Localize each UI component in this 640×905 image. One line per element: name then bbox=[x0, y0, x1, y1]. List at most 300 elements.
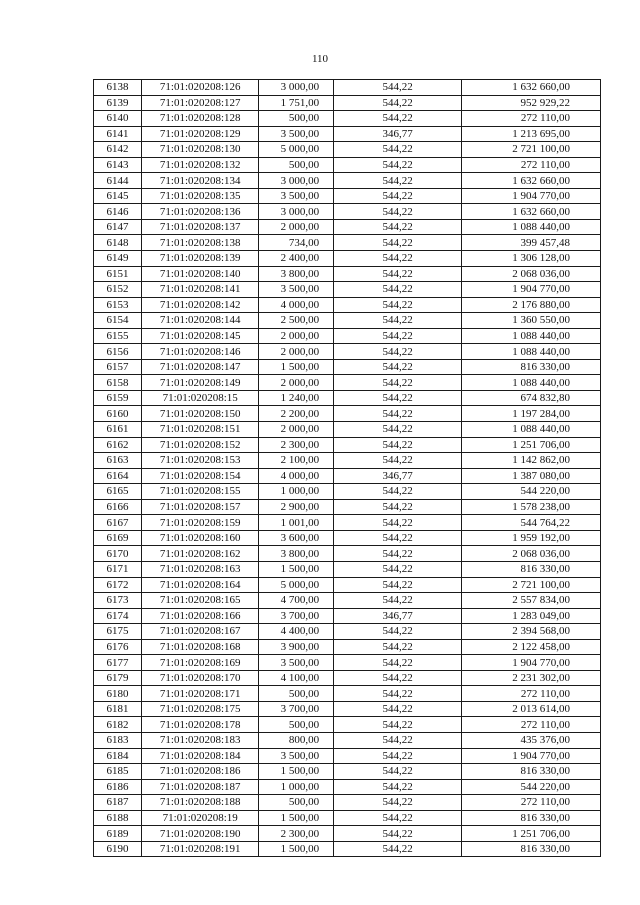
table-row bbox=[94, 701, 601, 717]
area-cell: 3 500,00 bbox=[259, 748, 334, 764]
total-value-cell: 2 068 036,00 bbox=[462, 266, 601, 282]
cadastral-number-cell: 71:01:020208:157 bbox=[142, 499, 259, 515]
total-value-cell: 272 110,00 bbox=[462, 111, 601, 127]
row-number-cell: 6179 bbox=[94, 670, 142, 686]
rate-cell: 544,22 bbox=[334, 297, 462, 313]
table-row bbox=[94, 251, 601, 267]
cadastral-number-cell: 71:01:020208:128 bbox=[142, 111, 259, 127]
rate-cell: 544,22 bbox=[334, 173, 462, 189]
rate-cell: 544,22 bbox=[334, 655, 462, 671]
row-number-cell: 6158 bbox=[94, 375, 142, 391]
row-number-cell: 6153 bbox=[94, 297, 142, 313]
row-number-cell: 6173 bbox=[94, 593, 142, 609]
rate-cell: 544,22 bbox=[334, 717, 462, 733]
total-value-cell: 2 176 880,00 bbox=[462, 297, 601, 313]
area-cell: 2 000,00 bbox=[259, 328, 334, 344]
rate-cell: 544,22 bbox=[334, 80, 462, 96]
area-cell: 2 100,00 bbox=[259, 453, 334, 469]
cadastral-number-cell: 71:01:020208:154 bbox=[142, 468, 259, 484]
cadastral-number-cell: 71:01:020208:138 bbox=[142, 235, 259, 251]
table-row bbox=[94, 282, 601, 298]
area-cell: 2 500,00 bbox=[259, 313, 334, 329]
area-cell: 2 000,00 bbox=[259, 219, 334, 235]
row-number-cell: 6176 bbox=[94, 639, 142, 655]
row-number-cell: 6145 bbox=[94, 188, 142, 204]
cadastral-number-cell: 71:01:020208:129 bbox=[142, 126, 259, 142]
cadastral-number-cell: 71:01:020208:159 bbox=[142, 515, 259, 531]
row-number-cell: 6143 bbox=[94, 157, 142, 173]
cadastral-number-cell: 71:01:020208:147 bbox=[142, 359, 259, 375]
cadastral-number-cell: 71:01:020208:137 bbox=[142, 219, 259, 235]
area-cell: 3 700,00 bbox=[259, 608, 334, 624]
rate-cell: 544,22 bbox=[334, 499, 462, 515]
row-number-cell: 6140 bbox=[94, 111, 142, 127]
table-row bbox=[94, 406, 601, 422]
cadastral-number-cell: 71:01:020208:166 bbox=[142, 608, 259, 624]
table-row bbox=[94, 359, 601, 375]
cadastral-number-cell: 71:01:020208:169 bbox=[142, 655, 259, 671]
total-value-cell: 1 088 440,00 bbox=[462, 375, 601, 391]
cadastral-number-cell: 71:01:020208:168 bbox=[142, 639, 259, 655]
row-number-cell: 6172 bbox=[94, 577, 142, 593]
total-value-cell: 674 832,80 bbox=[462, 390, 601, 406]
table-row bbox=[94, 390, 601, 406]
table-row bbox=[94, 80, 601, 96]
total-value-cell: 816 330,00 bbox=[462, 810, 601, 826]
area-cell: 5 000,00 bbox=[259, 577, 334, 593]
area-cell: 500,00 bbox=[259, 795, 334, 811]
area-cell: 3 500,00 bbox=[259, 655, 334, 671]
cadastral-number-cell: 71:01:020208:186 bbox=[142, 764, 259, 780]
cadastral-number-cell: 71:01:020208:15 bbox=[142, 390, 259, 406]
area-cell: 1 500,00 bbox=[259, 561, 334, 577]
area-cell: 1 001,00 bbox=[259, 515, 334, 531]
table-row bbox=[94, 313, 601, 329]
cadastral-number-cell: 71:01:020208:142 bbox=[142, 297, 259, 313]
row-number-cell: 6159 bbox=[94, 390, 142, 406]
row-number-cell: 6171 bbox=[94, 561, 142, 577]
cadastral-number-cell: 71:01:020208:152 bbox=[142, 437, 259, 453]
total-value-cell: 1 904 770,00 bbox=[462, 748, 601, 764]
table-row bbox=[94, 344, 601, 360]
total-value-cell: 1 904 770,00 bbox=[462, 188, 601, 204]
row-number-cell: 6157 bbox=[94, 359, 142, 375]
table-row bbox=[94, 670, 601, 686]
rate-cell: 544,22 bbox=[334, 515, 462, 531]
row-number-cell: 6163 bbox=[94, 453, 142, 469]
rate-cell: 544,22 bbox=[334, 251, 462, 267]
total-value-cell: 399 457,48 bbox=[462, 235, 601, 251]
row-number-cell: 6170 bbox=[94, 546, 142, 562]
row-number-cell: 6139 bbox=[94, 95, 142, 111]
area-cell: 4 400,00 bbox=[259, 624, 334, 640]
table-row bbox=[94, 639, 601, 655]
cadastral-number-cell: 71:01:020208:145 bbox=[142, 328, 259, 344]
table-row bbox=[94, 561, 601, 577]
row-number-cell: 6174 bbox=[94, 608, 142, 624]
area-cell: 3 800,00 bbox=[259, 266, 334, 282]
table-row bbox=[94, 204, 601, 220]
area-cell: 500,00 bbox=[259, 717, 334, 733]
row-number-cell: 6183 bbox=[94, 732, 142, 748]
table-row bbox=[94, 732, 601, 748]
rate-cell: 544,22 bbox=[334, 328, 462, 344]
table-row bbox=[94, 173, 601, 189]
rate-cell: 544,22 bbox=[334, 142, 462, 158]
total-value-cell: 1 632 660,00 bbox=[462, 204, 601, 220]
rate-cell: 544,22 bbox=[334, 313, 462, 329]
rate-cell: 544,22 bbox=[334, 639, 462, 655]
table-row bbox=[94, 717, 601, 733]
area-cell: 4 100,00 bbox=[259, 670, 334, 686]
rate-cell: 544,22 bbox=[334, 593, 462, 609]
cadastral-number-cell: 71:01:020208:183 bbox=[142, 732, 259, 748]
area-cell: 2 000,00 bbox=[259, 375, 334, 391]
table-row bbox=[94, 142, 601, 158]
rate-cell: 544,22 bbox=[334, 204, 462, 220]
rate-cell: 346,77 bbox=[334, 126, 462, 142]
area-cell: 1 000,00 bbox=[259, 484, 334, 500]
total-value-cell: 1 088 440,00 bbox=[462, 328, 601, 344]
cadastral-number-cell: 71:01:020208:149 bbox=[142, 375, 259, 391]
area-cell: 1 500,00 bbox=[259, 841, 334, 857]
total-value-cell: 272 110,00 bbox=[462, 157, 601, 173]
row-number-cell: 6142 bbox=[94, 142, 142, 158]
table-row bbox=[94, 266, 601, 282]
rate-cell: 544,22 bbox=[334, 732, 462, 748]
rate-cell: 544,22 bbox=[334, 406, 462, 422]
area-cell: 500,00 bbox=[259, 111, 334, 127]
area-cell: 3 000,00 bbox=[259, 80, 334, 96]
row-number-cell: 6167 bbox=[94, 515, 142, 531]
table-row bbox=[94, 157, 601, 173]
rate-cell: 544,22 bbox=[334, 95, 462, 111]
rate-cell: 544,22 bbox=[334, 841, 462, 857]
rate-cell: 544,22 bbox=[334, 577, 462, 593]
rate-cell: 544,22 bbox=[334, 546, 462, 562]
row-number-cell: 6149 bbox=[94, 251, 142, 267]
table-row bbox=[94, 779, 601, 795]
cadastral-number-cell: 71:01:020208:134 bbox=[142, 173, 259, 189]
total-value-cell: 1 213 695,00 bbox=[462, 126, 601, 142]
row-number-cell: 6180 bbox=[94, 686, 142, 702]
table-row bbox=[94, 577, 601, 593]
rate-cell: 544,22 bbox=[334, 390, 462, 406]
total-value-cell: 1 197 284,00 bbox=[462, 406, 601, 422]
table-row bbox=[94, 841, 601, 857]
total-value-cell: 1 251 706,00 bbox=[462, 826, 601, 842]
row-number-cell: 6166 bbox=[94, 499, 142, 515]
row-number-cell: 6152 bbox=[94, 282, 142, 298]
area-cell: 1 000,00 bbox=[259, 779, 334, 795]
land-plots-table bbox=[93, 79, 601, 857]
rate-cell: 544,22 bbox=[334, 219, 462, 235]
rate-cell: 544,22 bbox=[334, 748, 462, 764]
total-value-cell: 2 122 458,00 bbox=[462, 639, 601, 655]
area-cell: 2 000,00 bbox=[259, 422, 334, 438]
total-value-cell: 1 360 550,00 bbox=[462, 313, 601, 329]
area-cell: 3 500,00 bbox=[259, 188, 334, 204]
total-value-cell: 1 632 660,00 bbox=[462, 173, 601, 189]
row-number-cell: 6165 bbox=[94, 484, 142, 500]
cadastral-number-cell: 71:01:020208:167 bbox=[142, 624, 259, 640]
total-value-cell: 1 088 440,00 bbox=[462, 344, 601, 360]
total-value-cell: 1 632 660,00 bbox=[462, 80, 601, 96]
row-number-cell: 6141 bbox=[94, 126, 142, 142]
area-cell: 3 600,00 bbox=[259, 530, 334, 546]
rate-cell: 544,22 bbox=[334, 686, 462, 702]
row-number-cell: 6146 bbox=[94, 204, 142, 220]
cadastral-number-cell: 71:01:020208:141 bbox=[142, 282, 259, 298]
total-value-cell: 2 231 302,00 bbox=[462, 670, 601, 686]
row-number-cell: 6175 bbox=[94, 624, 142, 640]
cadastral-number-cell: 71:01:020208:130 bbox=[142, 142, 259, 158]
total-value-cell: 1 283 049,00 bbox=[462, 608, 601, 624]
total-value-cell: 1 959 192,00 bbox=[462, 530, 601, 546]
area-cell: 3 700,00 bbox=[259, 701, 334, 717]
total-value-cell: 816 330,00 bbox=[462, 841, 601, 857]
row-number-cell: 6186 bbox=[94, 779, 142, 795]
area-cell: 1 500,00 bbox=[259, 764, 334, 780]
area-cell: 1 751,00 bbox=[259, 95, 334, 111]
area-cell: 500,00 bbox=[259, 686, 334, 702]
total-value-cell: 1 904 770,00 bbox=[462, 282, 601, 298]
cadastral-number-cell: 71:01:020208:153 bbox=[142, 453, 259, 469]
table-row bbox=[94, 764, 601, 780]
area-cell: 3 900,00 bbox=[259, 639, 334, 655]
table-row bbox=[94, 468, 601, 484]
row-number-cell: 6156 bbox=[94, 344, 142, 360]
total-value-cell: 1 387 080,00 bbox=[462, 468, 601, 484]
total-value-cell: 1 251 706,00 bbox=[462, 437, 601, 453]
rate-cell: 544,22 bbox=[334, 266, 462, 282]
table-row bbox=[94, 437, 601, 453]
total-value-cell: 2 721 100,00 bbox=[462, 142, 601, 158]
rate-cell: 544,22 bbox=[334, 359, 462, 375]
table-row bbox=[94, 111, 601, 127]
area-cell: 800,00 bbox=[259, 732, 334, 748]
cadastral-number-cell: 71:01:020208:160 bbox=[142, 530, 259, 546]
cadastral-number-cell: 71:01:020208:178 bbox=[142, 717, 259, 733]
rate-cell: 544,22 bbox=[334, 624, 462, 640]
total-value-cell: 544 220,00 bbox=[462, 779, 601, 795]
area-cell: 1 500,00 bbox=[259, 810, 334, 826]
area-cell: 1 500,00 bbox=[259, 359, 334, 375]
row-number-cell: 6177 bbox=[94, 655, 142, 671]
total-value-cell: 952 929,22 bbox=[462, 95, 601, 111]
table-row bbox=[94, 328, 601, 344]
rate-cell: 544,22 bbox=[334, 453, 462, 469]
row-number-cell: 6187 bbox=[94, 795, 142, 811]
row-number-cell: 6151 bbox=[94, 266, 142, 282]
table-row bbox=[94, 810, 601, 826]
total-value-cell: 816 330,00 bbox=[462, 561, 601, 577]
cadastral-number-cell: 71:01:020208:144 bbox=[142, 313, 259, 329]
area-cell: 734,00 bbox=[259, 235, 334, 251]
area-cell: 2 300,00 bbox=[259, 826, 334, 842]
cadastral-number-cell: 71:01:020208:162 bbox=[142, 546, 259, 562]
rate-cell: 544,22 bbox=[334, 764, 462, 780]
rate-cell: 544,22 bbox=[334, 795, 462, 811]
rate-cell: 544,22 bbox=[334, 437, 462, 453]
row-number-cell: 6147 bbox=[94, 219, 142, 235]
area-cell: 2 200,00 bbox=[259, 406, 334, 422]
table-row bbox=[94, 95, 601, 111]
area-cell: 3 500,00 bbox=[259, 282, 334, 298]
cadastral-number-cell: 71:01:020208:136 bbox=[142, 204, 259, 220]
row-number-cell: 6154 bbox=[94, 313, 142, 329]
total-value-cell: 544 764,22 bbox=[462, 515, 601, 531]
table-row bbox=[94, 188, 601, 204]
total-value-cell: 2 721 100,00 bbox=[462, 577, 601, 593]
cadastral-number-cell: 71:01:020208:132 bbox=[142, 157, 259, 173]
rate-cell: 346,77 bbox=[334, 608, 462, 624]
total-value-cell: 2 557 834,00 bbox=[462, 593, 601, 609]
table-body bbox=[94, 80, 601, 857]
total-value-cell: 435 376,00 bbox=[462, 732, 601, 748]
rate-cell: 544,22 bbox=[334, 701, 462, 717]
area-cell: 2 000,00 bbox=[259, 344, 334, 360]
rate-cell: 544,22 bbox=[334, 188, 462, 204]
row-number-cell: 6160 bbox=[94, 406, 142, 422]
total-value-cell: 272 110,00 bbox=[462, 686, 601, 702]
total-value-cell: 1 578 238,00 bbox=[462, 499, 601, 515]
area-cell: 3 000,00 bbox=[259, 173, 334, 189]
table-row bbox=[94, 608, 601, 624]
row-number-cell: 6189 bbox=[94, 826, 142, 842]
row-number-cell: 6164 bbox=[94, 468, 142, 484]
area-cell: 2 900,00 bbox=[259, 499, 334, 515]
cadastral-number-cell: 71:01:020208:146 bbox=[142, 344, 259, 360]
cadastral-number-cell: 71:01:020208:175 bbox=[142, 701, 259, 717]
table-row bbox=[94, 546, 601, 562]
total-value-cell: 1 142 862,00 bbox=[462, 453, 601, 469]
area-cell: 4 700,00 bbox=[259, 593, 334, 609]
cadastral-number-cell: 71:01:020208:19 bbox=[142, 810, 259, 826]
area-cell: 1 240,00 bbox=[259, 390, 334, 406]
row-number-cell: 6162 bbox=[94, 437, 142, 453]
rate-cell: 544,22 bbox=[334, 344, 462, 360]
table-row bbox=[94, 484, 601, 500]
table-row bbox=[94, 453, 601, 469]
table-row bbox=[94, 795, 601, 811]
cadastral-number-cell: 71:01:020208:127 bbox=[142, 95, 259, 111]
rate-cell: 544,22 bbox=[334, 670, 462, 686]
table-row bbox=[94, 499, 601, 515]
row-number-cell: 6169 bbox=[94, 530, 142, 546]
row-number-cell: 6185 bbox=[94, 764, 142, 780]
total-value-cell: 1 088 440,00 bbox=[462, 219, 601, 235]
table-row bbox=[94, 748, 601, 764]
total-value-cell: 816 330,00 bbox=[462, 359, 601, 375]
rate-cell: 544,22 bbox=[334, 561, 462, 577]
rate-cell: 544,22 bbox=[334, 779, 462, 795]
rate-cell: 346,77 bbox=[334, 468, 462, 484]
table-row bbox=[94, 530, 601, 546]
rate-cell: 544,22 bbox=[334, 282, 462, 298]
table-row bbox=[94, 686, 601, 702]
cadastral-number-cell: 71:01:020208:163 bbox=[142, 561, 259, 577]
table-row bbox=[94, 422, 601, 438]
row-number-cell: 6181 bbox=[94, 701, 142, 717]
cadastral-number-cell: 71:01:020208:164 bbox=[142, 577, 259, 593]
total-value-cell: 1 306 128,00 bbox=[462, 251, 601, 267]
area-cell: 2 400,00 bbox=[259, 251, 334, 267]
rate-cell: 544,22 bbox=[334, 810, 462, 826]
row-number-cell: 6144 bbox=[94, 173, 142, 189]
rate-cell: 544,22 bbox=[334, 111, 462, 127]
row-number-cell: 6148 bbox=[94, 235, 142, 251]
area-cell: 3 800,00 bbox=[259, 546, 334, 562]
row-number-cell: 6161 bbox=[94, 422, 142, 438]
table-row bbox=[94, 655, 601, 671]
cadastral-number-cell: 71:01:020208:171 bbox=[142, 686, 259, 702]
cadastral-number-cell: 71:01:020208:170 bbox=[142, 670, 259, 686]
table-row bbox=[94, 297, 601, 313]
cadastral-number-cell: 71:01:020208:139 bbox=[142, 251, 259, 267]
row-number-cell: 6155 bbox=[94, 328, 142, 344]
area-cell: 3 500,00 bbox=[259, 126, 334, 142]
area-cell: 500,00 bbox=[259, 157, 334, 173]
cadastral-number-cell: 71:01:020208:151 bbox=[142, 422, 259, 438]
area-cell: 4 000,00 bbox=[259, 468, 334, 484]
cadastral-number-cell: 71:01:020208:188 bbox=[142, 795, 259, 811]
table-row bbox=[94, 235, 601, 251]
cadastral-number-cell: 71:01:020208:150 bbox=[142, 406, 259, 422]
rate-cell: 544,22 bbox=[334, 422, 462, 438]
row-number-cell: 6182 bbox=[94, 717, 142, 733]
table-row bbox=[94, 515, 601, 531]
rate-cell: 544,22 bbox=[334, 157, 462, 173]
table-row bbox=[94, 593, 601, 609]
cadastral-number-cell: 71:01:020208:140 bbox=[142, 266, 259, 282]
total-value-cell: 544 220,00 bbox=[462, 484, 601, 500]
cadastral-number-cell: 71:01:020208:126 bbox=[142, 80, 259, 96]
rate-cell: 544,22 bbox=[334, 235, 462, 251]
total-value-cell: 1 088 440,00 bbox=[462, 422, 601, 438]
total-value-cell: 1 904 770,00 bbox=[462, 655, 601, 671]
area-cell: 4 000,00 bbox=[259, 297, 334, 313]
rate-cell: 544,22 bbox=[334, 375, 462, 391]
total-value-cell: 272 110,00 bbox=[462, 717, 601, 733]
rate-cell: 544,22 bbox=[334, 484, 462, 500]
rate-cell: 544,22 bbox=[334, 530, 462, 546]
table-row bbox=[94, 375, 601, 391]
table-row bbox=[94, 624, 601, 640]
table-row bbox=[94, 826, 601, 842]
cadastral-number-cell: 71:01:020208:187 bbox=[142, 779, 259, 795]
rate-cell: 544,22 bbox=[334, 826, 462, 842]
total-value-cell: 272 110,00 bbox=[462, 795, 601, 811]
cadastral-number-cell: 71:01:020208:191 bbox=[142, 841, 259, 857]
area-cell: 3 000,00 bbox=[259, 204, 334, 220]
row-number-cell: 6190 bbox=[94, 841, 142, 857]
cadastral-number-cell: 71:01:020208:165 bbox=[142, 593, 259, 609]
row-number-cell: 6188 bbox=[94, 810, 142, 826]
cadastral-number-cell: 71:01:020208:184 bbox=[142, 748, 259, 764]
total-value-cell: 816 330,00 bbox=[462, 764, 601, 780]
row-number-cell: 6138 bbox=[94, 80, 142, 96]
total-value-cell: 2 013 614,00 bbox=[462, 701, 601, 717]
total-value-cell: 2 394 568,00 bbox=[462, 624, 601, 640]
page-number: 110 bbox=[311, 53, 329, 65]
area-cell: 5 000,00 bbox=[259, 142, 334, 158]
cadastral-number-cell: 71:01:020208:155 bbox=[142, 484, 259, 500]
total-value-cell: 2 068 036,00 bbox=[462, 546, 601, 562]
table-row bbox=[94, 219, 601, 235]
cadastral-number-cell: 71:01:020208:190 bbox=[142, 826, 259, 842]
cadastral-number-cell: 71:01:020208:135 bbox=[142, 188, 259, 204]
